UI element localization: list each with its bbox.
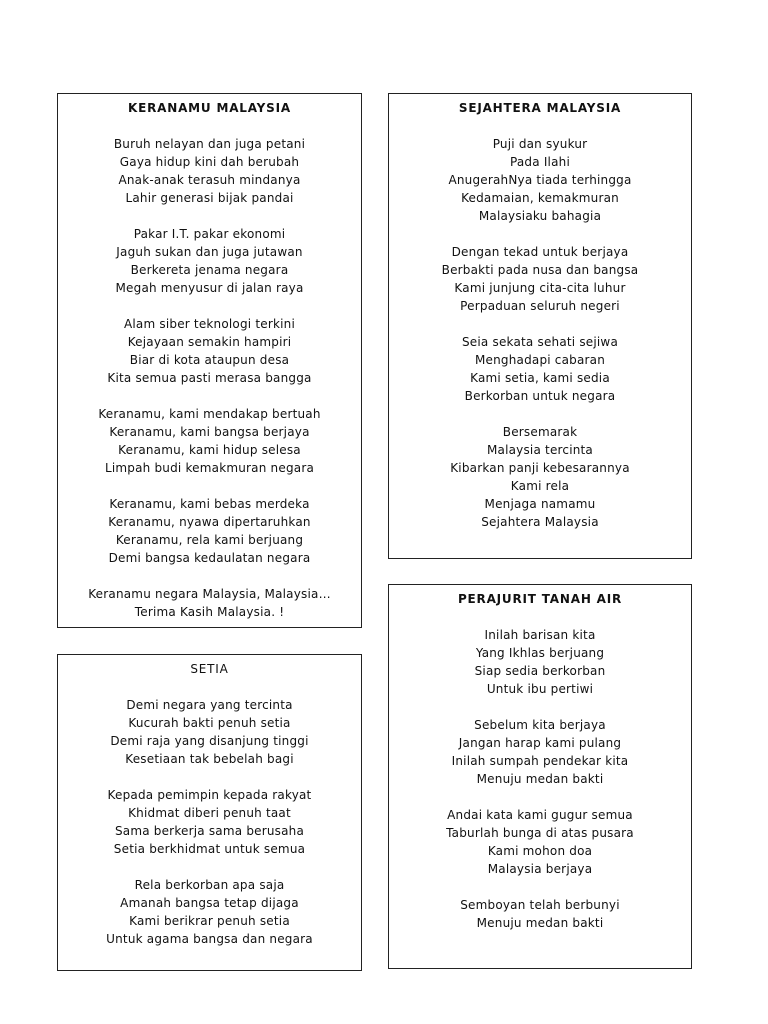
poem-line: Menuju medan bakti	[476, 916, 604, 930]
poem-line: Keranamu, nyawa dipertaruhkan	[108, 515, 311, 529]
poem-line: Keranamu, kami bangsa berjaya	[109, 425, 310, 439]
poem-line: Untuk agama bangsa dan negara	[106, 932, 313, 946]
stanza	[58, 315, 361, 387]
poem-line: Jangan harap kami pulang	[458, 736, 622, 750]
stanza	[58, 876, 361, 948]
poem-line: Jaguh sukan dan juga jutawan	[116, 245, 303, 259]
poem-line: Taburlah bunga di atas pusara	[446, 826, 634, 840]
stanza	[58, 786, 361, 858]
poem-line: Anak-anak terasuh mindanya	[118, 173, 301, 187]
poem-card-setia	[57, 654, 362, 971]
poem-line: Inilah barisan kita	[484, 628, 596, 642]
poem-line: Menjaga namamu	[484, 497, 596, 511]
poem-line: Kedamaian, kemakmuran	[461, 191, 619, 205]
poem-line: Keranamu, kami hidup selesa	[118, 443, 301, 457]
poem-line: Keranamu, rela kami berjuang	[115, 533, 304, 547]
poem-line: Dengan tekad untuk berjaya	[451, 245, 629, 259]
poem-line: Berkereta jenama negara	[130, 263, 289, 277]
poem-line: Keranamu, kami bebas merdeka	[109, 497, 310, 511]
poem-line: Siap sedia berkorban	[474, 664, 606, 678]
poem-line: Megah menyusur di jalan raya	[115, 281, 304, 295]
poem-line: Pada Ilahi	[509, 155, 570, 169]
poem-line: Yang Ikhlas berjuang	[475, 646, 605, 660]
poem-title: PERAJURIT TANAH AIR	[457, 592, 623, 606]
poem-title: KERANAMU MALAYSIA	[128, 101, 291, 115]
poem-line: Rela berkorban apa saja	[134, 878, 285, 892]
poem-line: Sejahtera Malaysia	[481, 515, 599, 529]
poem-line: Demi raja yang disanjung tinggi	[110, 734, 309, 748]
poem-line: Malaysia tercinta	[486, 443, 593, 457]
stanza	[58, 135, 361, 207]
stanza	[389, 626, 691, 698]
poem-line: Bersemarak	[502, 425, 578, 439]
poem-title: SETIA	[190, 662, 229, 676]
poem-line: Kami mohon doa	[487, 844, 593, 858]
poem-line: Puji dan syukur	[492, 137, 588, 151]
poem-line: Limpah budi kemakmuran negara	[104, 461, 315, 475]
poem-line: Berbakti pada nusa dan bangsa	[441, 263, 639, 277]
poem-line: Untuk ibu pertiwi	[486, 682, 594, 696]
poem-line: Biar di kota ataupun desa	[129, 353, 290, 367]
stanza	[389, 243, 691, 315]
poem-line: Gaya hidup kini dah berubah	[119, 155, 300, 169]
poem-line: Demi negara yang tercinta	[126, 698, 293, 712]
poem-line: Inilah sumpah pendekar kita	[451, 754, 629, 768]
poem-line: Perpaduan seluruh negeri	[460, 299, 620, 313]
poem-line: Alam siber teknologi terkini	[123, 317, 295, 331]
poem-line: Kejayaan semakin hampiri	[127, 335, 292, 349]
stanza	[389, 716, 691, 788]
poem-line: Khidmat diberi penuh taat	[128, 806, 291, 820]
poem-title: SEJAHTERA MALAYSIA	[458, 101, 622, 115]
stanza	[58, 405, 361, 477]
poem-line: Kepada pemimpin kepada rakyat	[107, 788, 312, 802]
poem-card-keranamu-malaysia	[57, 93, 362, 628]
stanza	[389, 333, 691, 405]
poem-line: Amanah bangsa tetap dijaga	[120, 896, 299, 910]
stanza	[58, 585, 361, 621]
poem-line: Buruh nelayan dan juga petani	[113, 137, 306, 151]
poem-line: Kita semua pasti merasa bangga	[107, 371, 312, 385]
stanza	[389, 135, 691, 225]
poem-line: Kami junjung cita-cita luhur	[454, 281, 626, 295]
poem-line: Kibarkan panji kebesarannya	[450, 461, 630, 475]
poem-line: Pakar I.T. pakar ekonomi	[133, 227, 286, 241]
poem-line: Seia sekata sehati sejiwa	[461, 335, 619, 349]
poem-line: Semboyan telah berbunyi	[460, 898, 620, 912]
poem-line: Keranamu, kami mendakap bertuah	[98, 407, 321, 421]
stanza	[58, 225, 361, 297]
poem-line: Kami berikrar penuh setia	[129, 914, 290, 928]
poem-line: Setia berkhidmat untuk semua	[113, 842, 306, 856]
stanza	[389, 423, 691, 531]
poem-line: Andai kata kami gugur semua	[447, 808, 633, 822]
poem-line: Terima Kasih Malaysia. !	[134, 605, 285, 619]
poem-line: Lahir generasi bijak pandai	[125, 191, 294, 205]
poem-line: Menuju medan bakti	[476, 772, 604, 786]
poem-line: Malaysiaku bahagia	[478, 209, 602, 223]
poem-line: Demi bangsa kedaulatan negara	[108, 551, 311, 565]
poem-line: Kami setia, kami sedia	[470, 371, 610, 385]
stanza	[389, 896, 691, 932]
poem-card-sejahtera-malaysia	[388, 93, 692, 559]
poem-line: Malaysia berjaya	[487, 862, 593, 876]
stanza	[58, 495, 361, 567]
poem-card-perajurit-tanah-air	[388, 584, 692, 969]
poem-line: AnugerahNya tiada terhingga	[448, 173, 632, 187]
poem-line: Sebelum kita berjaya	[474, 718, 606, 732]
poem-line: Kucurah bakti penuh setia	[128, 716, 291, 730]
stanza	[389, 806, 691, 878]
poem-line: Kesetiaan tak bebelah bagi	[125, 752, 294, 766]
poem-line: Menghadapi cabaran	[474, 353, 606, 367]
poem-line: Kami rela	[510, 479, 570, 493]
poem-line: Sama berkerja sama berusaha	[114, 824, 305, 838]
stanza	[58, 696, 361, 768]
poem-line: Berkorban untuk negara	[464, 389, 616, 403]
poem-line: Keranamu negara Malaysia, Malaysia…	[88, 587, 331, 601]
